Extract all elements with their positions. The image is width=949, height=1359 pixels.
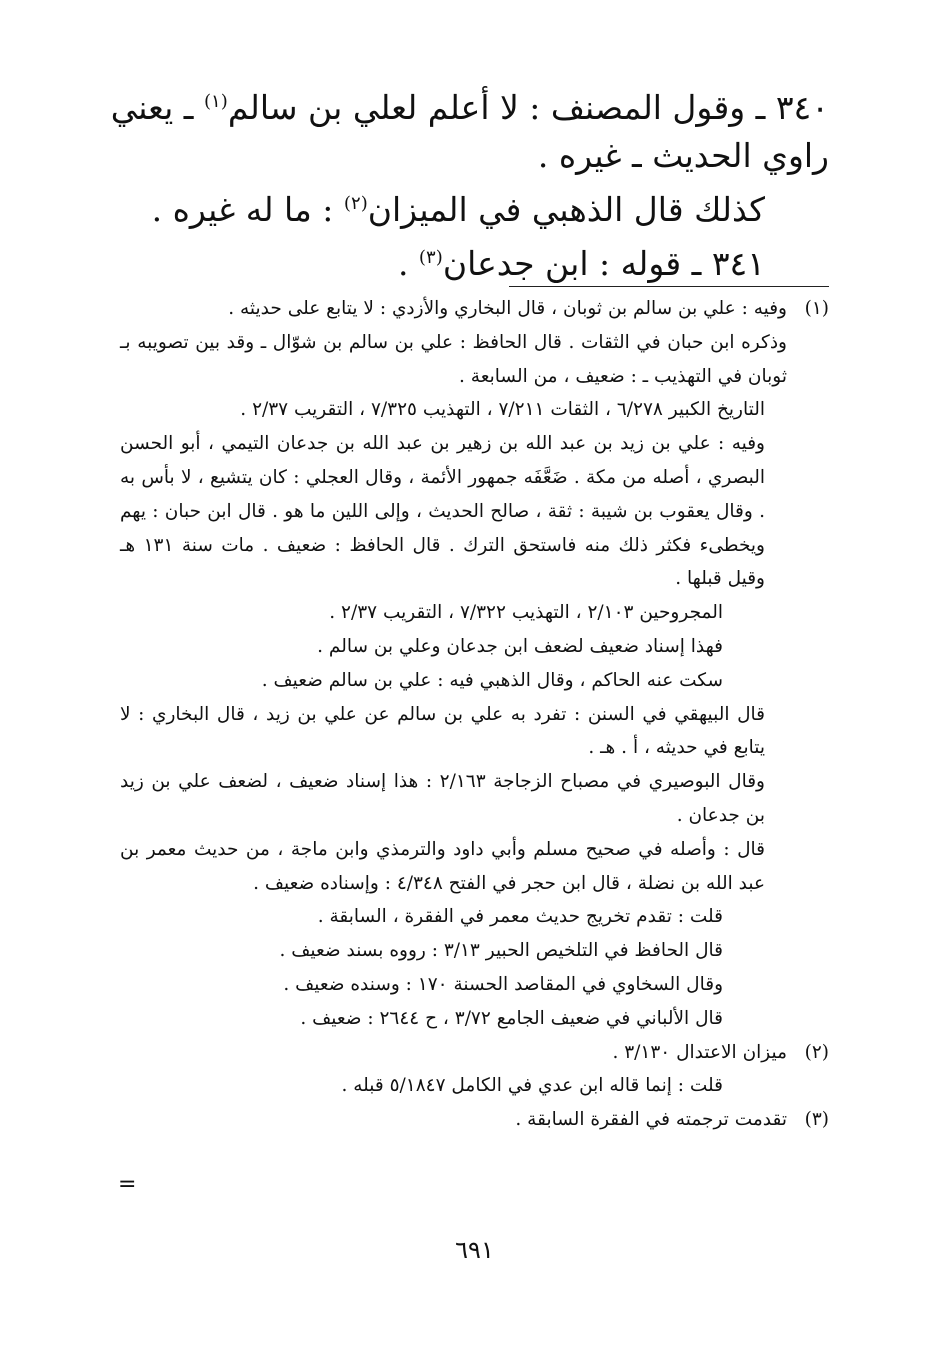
footnote-line: قال : وأصله في صحيح مسلم وأبي داود والترمذي وابن ماجة ، من حديث معمر بن عبد الله بن نضلة ، قال ابن حجر في الفتح ٤/٣٤٨ : وإسناده ضعيف . xyxy=(120,838,765,894)
footnote-1-body xyxy=(120,292,787,1036)
footnote-2 xyxy=(120,1036,829,1104)
footnote-line: المجروحين ٢/١٠٣ ، التهذيب ٧/٣٢٢ ، التقريب ٢/٣٧ . xyxy=(329,602,723,624)
main-line-1 xyxy=(95,78,829,132)
footnote-line: قال الألباني في ضعيف الجامع ٣/٧٢ ، ح ٢٦٤٤ : ضعيف . xyxy=(300,1007,723,1029)
main-line-3 xyxy=(95,180,829,234)
footnote-ref-2: (٢) xyxy=(343,193,368,214)
footnote-3-body xyxy=(120,1103,787,1137)
footnote-2-number: (٢) xyxy=(804,1041,829,1063)
footnote-1-number: (١) xyxy=(804,298,829,319)
main-text xyxy=(95,78,829,288)
main-line-3-end: : ما له غيره . xyxy=(151,190,344,229)
footnote-3 xyxy=(120,1103,829,1137)
footnote-line: وقال السخاوي في المقاصد الحسنة ١٧٠ : وسنده ضعيف . xyxy=(283,973,723,995)
footnote-line: سكت عنه الحاكم ، وقال الذهبي فيه : علي بن سالم ضعيف . xyxy=(261,669,723,691)
footnote-2-body xyxy=(120,1036,787,1104)
footnote-1 xyxy=(120,292,829,1036)
footnote-ref-3: (٣) xyxy=(418,247,443,268)
main-line-4-text: ٣٤١ ـ قوله : ابن جدعان xyxy=(442,244,765,283)
footnote-separator xyxy=(509,286,829,287)
footnote-line: وقال البوصيري في مصباح الزجاجة ٢/١٦٣ : هذا إسناد ضعيف ، لضعف علي بن زيد بن جدعان . xyxy=(120,771,765,826)
footnote-line: التاريخ الكبير ٦/٢٧٨ ، الثقات ٧/٢١١ ، التهذيب ٧/٣٢٥ ، التقريب ٢/٣٧ . xyxy=(240,399,765,421)
main-line-1-text: ٣٤٠ ـ وقول المصنف : لا أعلم لعلي بن سالم xyxy=(227,88,829,127)
main-line-1-end: ـ يعني xyxy=(110,88,204,127)
footnote-line: قلت : تقدم تخريج حديث معمر في الفقرة ، السابقة . xyxy=(317,906,723,928)
footnote-line: فهذا إسناد ضعيف لضعف ابن جدعان وعلي بن سالم . xyxy=(317,635,723,657)
footnotes xyxy=(120,292,829,1137)
footnote-3-number: (٣) xyxy=(804,1109,829,1131)
footnote-line: قلت : إنما قاله ابن عدي في الكامل ٥/١٨٤٧ قبله . xyxy=(341,1075,723,1097)
continuation-mark: = xyxy=(118,1172,137,1197)
main-line-4-end: . xyxy=(397,244,419,283)
main-line-3-text: كذلك قال الذهبي في الميزان xyxy=(367,190,765,229)
main-line-4 xyxy=(95,234,829,288)
footnote-line: ميزان الاعتدال ٣/١٣٠ . xyxy=(612,1041,787,1063)
page-number: ٦٩١ xyxy=(455,1236,494,1264)
footnote-line: وفيه : علي بن زيد بن عبد الله بن زهير بن عبد الله بن جدعان التيمي ، أبو الحسن البصري ، أصله من مكة . ضَعَّفَه جمهور الأئمة ، وقال العجلي : كان يتشيع ، لا بأس به . وقال يعقوب بن شيبة : ثقة ، صالح الحديث ، وإلى اللين ما هو . قال ابن حبان : يهم ويخطىء فكثر ذلك منه فاستحق الترك . قال الحافظ : ضعيف . مات سنة ١٣١ هـ وقيل قبلها . xyxy=(120,433,765,590)
footnote-ref-1: (١) xyxy=(203,91,228,112)
footnote-line: قال الحافظ في التلخيص الحبير ٣/١٣ : رووه بسند ضعيف . xyxy=(279,940,723,962)
footnote-line: وذكره ابن حبان في الثقات . قال الحافظ : علي بن سالم بن شوّال ـ وقد بين تصويبه بـ ثوبان في التهذيب ـ : ضعيف ، من السابعة . xyxy=(120,331,787,387)
footnote-line: تقدمت ترجمته في الفقرة السابقة . xyxy=(515,1109,787,1131)
footnote-line: قال البيهقي في السنن : تفرد به علي بن سالم عن علي بن زيد ، قال البخاري : لا يتابع في حديثه ، أ . هـ . xyxy=(120,703,765,759)
footnote-line: وفيه : علي بن سالم بن ثوبان ، قال البخاري والأزدي : لا يتابع على حديثه . xyxy=(228,298,787,319)
main-line-2: راوي الحديث ـ غيره . xyxy=(537,136,829,175)
